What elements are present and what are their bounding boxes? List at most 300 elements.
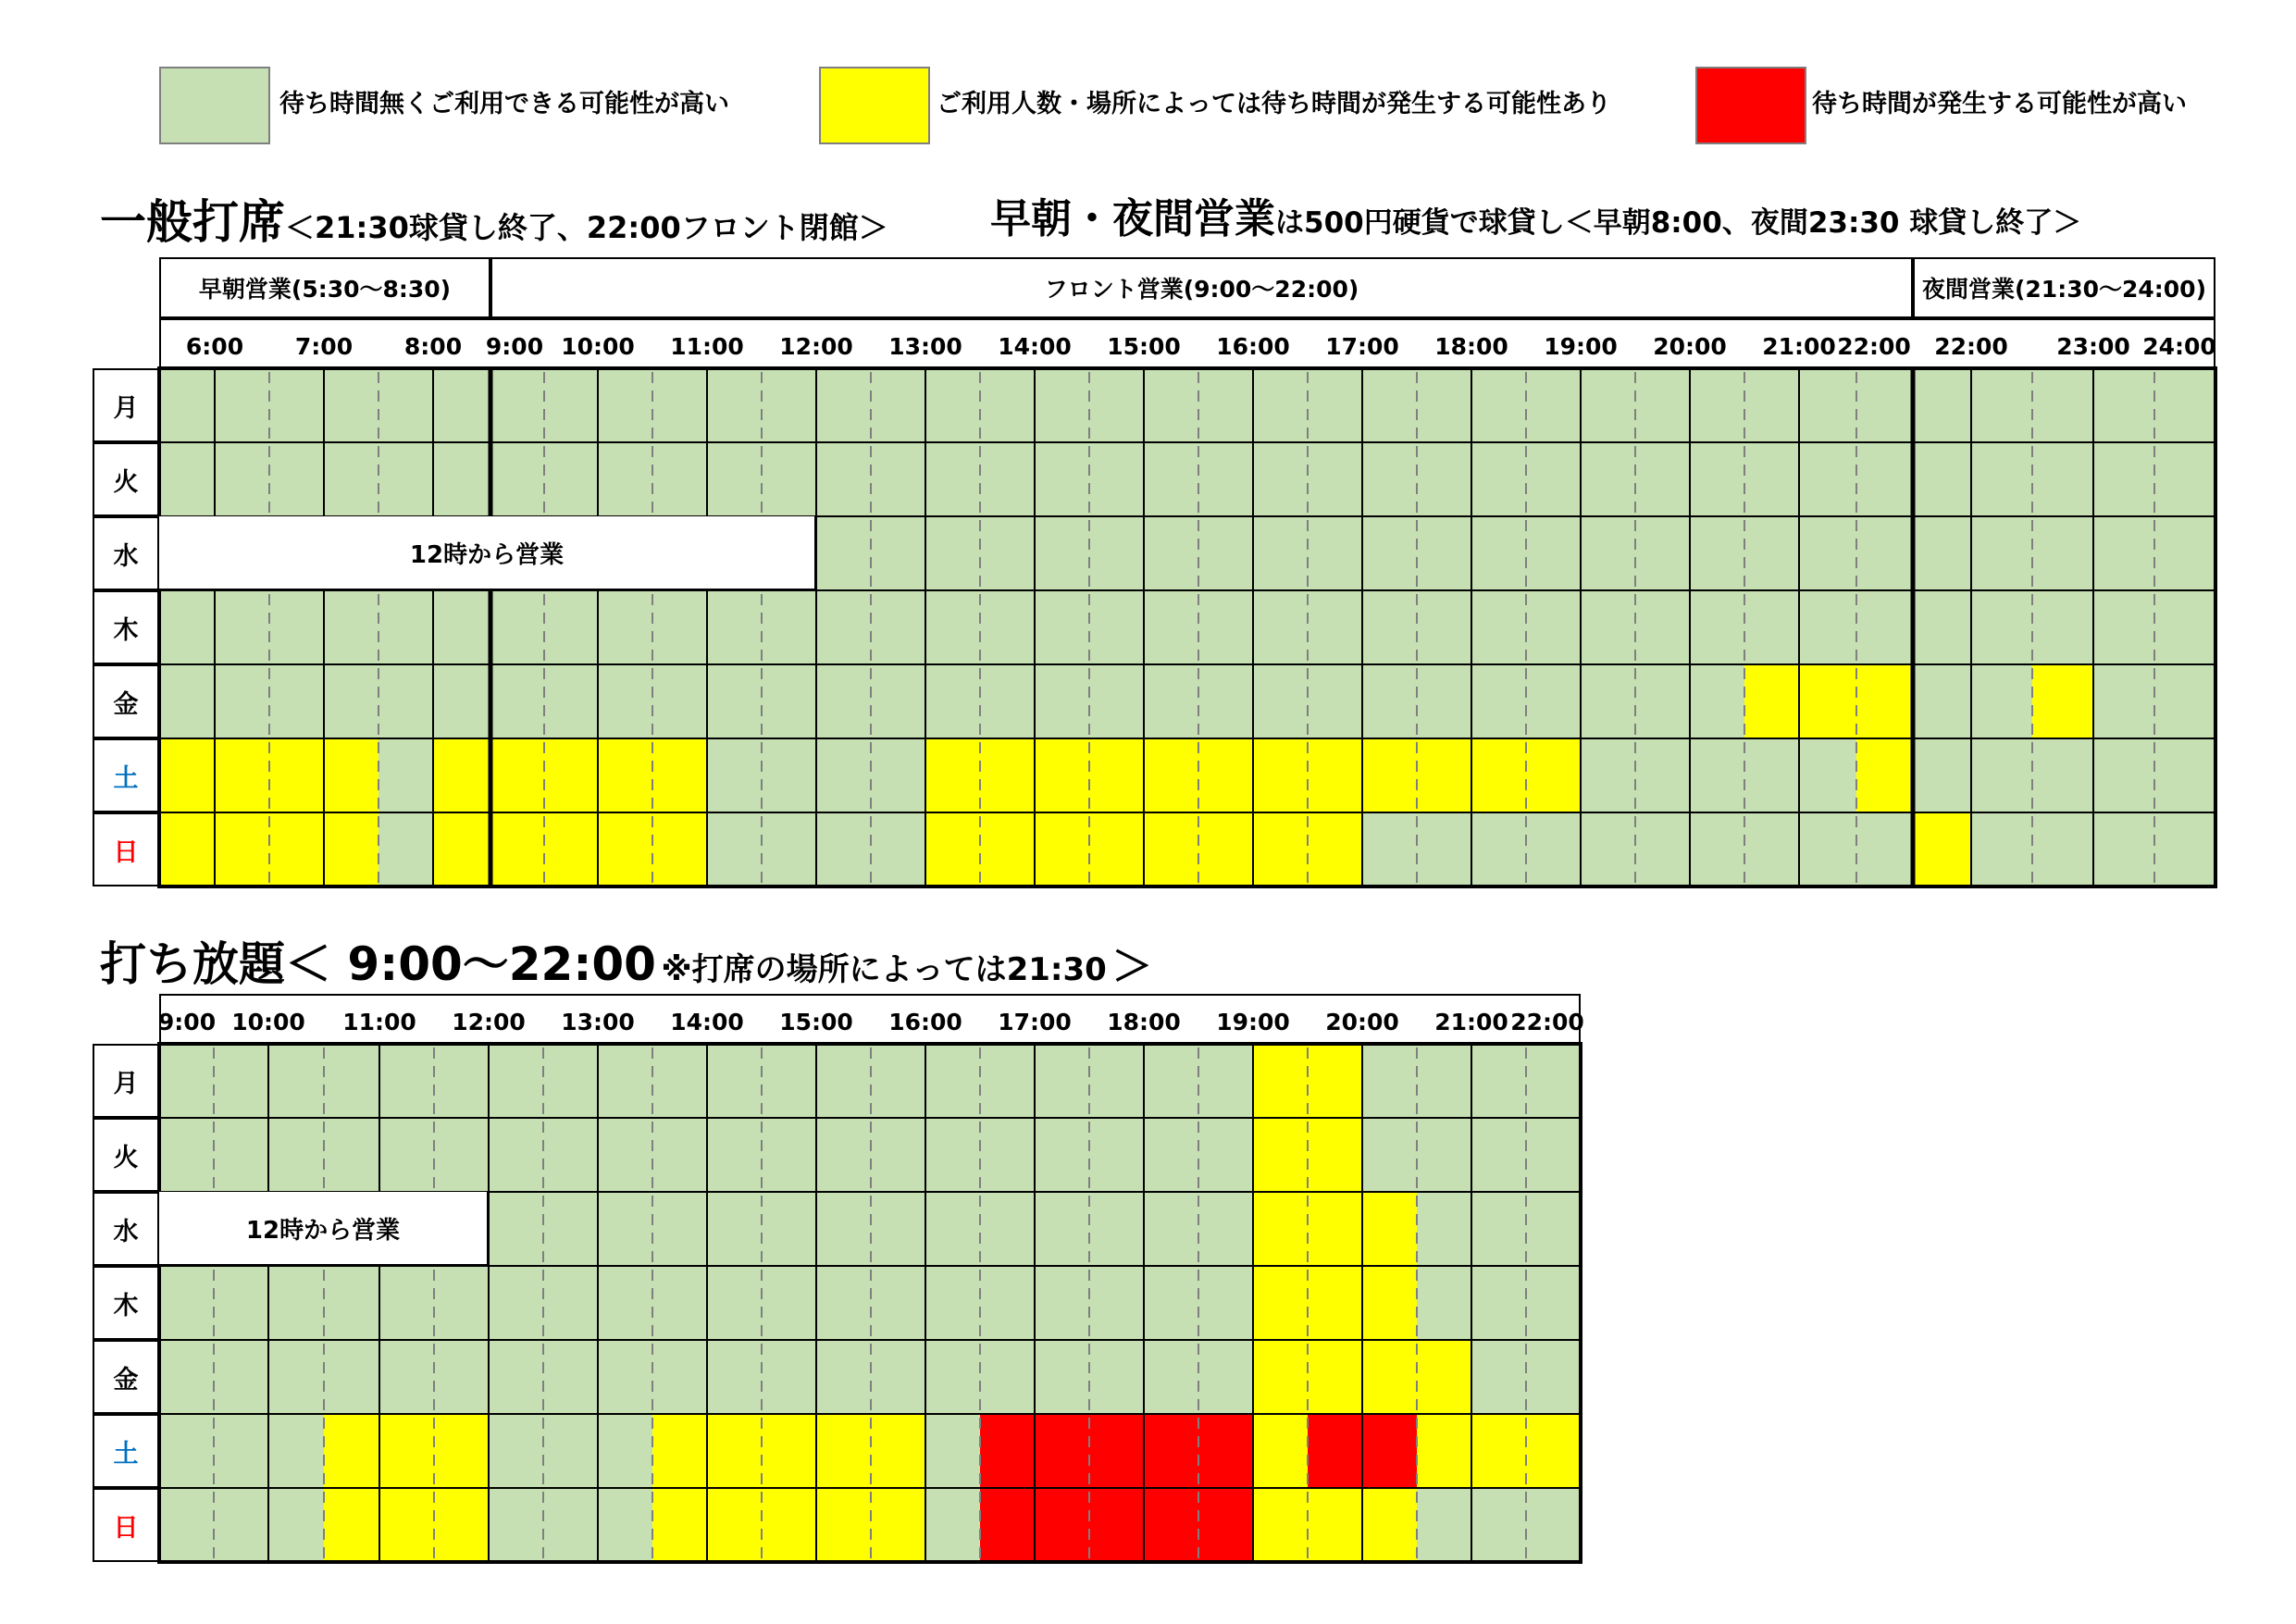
s1-cell-5-30-green bbox=[1799, 738, 1856, 812]
s1-time-label: 20:00 bbox=[1653, 333, 1727, 360]
s2-cell-1-15-green bbox=[980, 1118, 1035, 1192]
s2-cell-2-18-green bbox=[1144, 1192, 1198, 1266]
morning-band bbox=[159, 257, 490, 318]
s2-cell-2-8-green bbox=[598, 1192, 652, 1266]
s2-cell-2-19-green bbox=[1198, 1192, 1253, 1266]
s2-cell-0-8-green bbox=[598, 1044, 652, 1118]
s2-cell-0-2-green bbox=[268, 1044, 324, 1118]
s1-time-label: 12:00 bbox=[779, 333, 853, 360]
s2-time-label: 16:00 bbox=[888, 1009, 962, 1035]
s2-cell-2-25-green bbox=[1526, 1192, 1581, 1266]
s1-cell-1-10-green bbox=[707, 442, 762, 516]
s2-cell-0-0-green bbox=[159, 1044, 214, 1118]
s1-cell-5-35-green bbox=[2093, 738, 2154, 812]
s1-cell-2-35-green bbox=[2093, 516, 2154, 590]
s1-cell-4-18-green bbox=[1144, 664, 1198, 738]
s1-cell-6-16-yellow bbox=[1035, 812, 1089, 886]
s2-day-label-1: 火 bbox=[93, 1118, 159, 1192]
s1-time-label: 8:00 bbox=[403, 333, 463, 360]
s1-cell-3-26-green bbox=[1581, 590, 1635, 664]
s1-time-label: 21:00 bbox=[1762, 333, 1836, 360]
s1-cell-3-13-green bbox=[871, 590, 925, 664]
s2-day-label-6: 日 bbox=[93, 1488, 159, 1562]
s2-cell-5-20-yellow bbox=[1253, 1414, 1308, 1488]
s2-cell-2-23-green bbox=[1417, 1192, 1471, 1266]
s2-time-label: 14:00 bbox=[670, 1009, 744, 1035]
s1-cell-3-27-green bbox=[1635, 590, 1690, 664]
s1-cell-3-1-green bbox=[215, 590, 269, 664]
s2-cell-1-25-green bbox=[1526, 1118, 1581, 1192]
s2-closed-box: 12時から営業 bbox=[159, 1192, 489, 1266]
s1-cell-5-17-yellow bbox=[1089, 738, 1144, 812]
s1-cell-4-34-yellow bbox=[2032, 664, 2093, 738]
s2-cell-6-0-green bbox=[159, 1488, 214, 1562]
s2-cell-1-0-green bbox=[159, 1118, 214, 1192]
s2-cell-1-20-yellow bbox=[1253, 1118, 1308, 1192]
s2-cell-1-23-green bbox=[1417, 1118, 1471, 1192]
s2-cell-5-21-red bbox=[1308, 1414, 1362, 1488]
s1-cell-0-6-green bbox=[490, 368, 544, 442]
s2-cell-1-18-green bbox=[1144, 1118, 1198, 1192]
s1-cell-1-28-green bbox=[1690, 442, 1744, 516]
s2-time-label: 9:00 bbox=[157, 1009, 217, 1035]
s1-day-label-3: 木 bbox=[93, 590, 159, 664]
s1-cell-4-27-green bbox=[1635, 664, 1690, 738]
s1-time-label: 24:00 bbox=[2142, 333, 2216, 360]
s1-cell-3-8-green bbox=[598, 590, 652, 664]
s1-cell-0-3-green bbox=[324, 368, 379, 442]
s2-cell-6-20-yellow bbox=[1253, 1488, 1308, 1562]
s1-cell-2-20-green bbox=[1253, 516, 1308, 590]
s2-cell-1-11-green bbox=[762, 1118, 816, 1192]
s1-day-label-2: 水 bbox=[93, 516, 159, 590]
s2-cell-4-4-green bbox=[379, 1340, 434, 1414]
s1-cell-3-0-green bbox=[159, 590, 215, 664]
s1-cell-0-15-green bbox=[980, 368, 1035, 442]
s1-cell-6-31-green bbox=[1856, 812, 1913, 886]
s2-cell-6-7-green bbox=[543, 1488, 598, 1562]
s1-cell-1-19-green bbox=[1198, 442, 1253, 516]
s1-cell-5-27-green bbox=[1635, 738, 1690, 812]
s2-cell-4-1-green bbox=[214, 1340, 268, 1414]
s1-cell-0-24-green bbox=[1471, 368, 1526, 442]
s1-time-label: 17:00 bbox=[1325, 333, 1399, 360]
s1-cell-1-21-green bbox=[1308, 442, 1362, 516]
s2-cell-1-13-green bbox=[871, 1118, 925, 1192]
s1-cell-4-0-green bbox=[159, 664, 215, 738]
s1-time-label: 19:00 bbox=[1544, 333, 1618, 360]
s2-cell-3-17-green bbox=[1089, 1266, 1144, 1340]
s1-cell-1-12-green bbox=[816, 442, 871, 516]
s1-cell-3-7-green bbox=[544, 590, 598, 664]
s1-cell-4-29-yellow bbox=[1744, 664, 1799, 738]
s2-cell-1-3-green bbox=[324, 1118, 379, 1192]
s1-cell-3-14-green bbox=[925, 590, 980, 664]
section2-title-close: ＞ bbox=[1111, 943, 1153, 990]
s2-cell-3-0-green bbox=[159, 1266, 214, 1340]
s2-cell-6-23-green bbox=[1417, 1488, 1471, 1562]
s2-cell-2-24-green bbox=[1471, 1192, 1526, 1266]
s1-cell-0-18-green bbox=[1144, 368, 1198, 442]
s2-cell-6-13-yellow bbox=[871, 1488, 925, 1562]
s1-cell-3-23-green bbox=[1417, 590, 1471, 664]
s2-cell-2-12-green bbox=[816, 1192, 871, 1266]
s2-cell-5-14-green bbox=[925, 1414, 980, 1488]
s1-cell-1-25-green bbox=[1526, 442, 1581, 516]
s2-cell-5-11-yellow bbox=[762, 1414, 816, 1488]
s1-cell-0-27-green bbox=[1635, 368, 1690, 442]
s1-cell-2-14-green bbox=[925, 516, 980, 590]
s1-cell-1-20-green bbox=[1253, 442, 1308, 516]
s2-cell-3-21-yellow bbox=[1308, 1266, 1362, 1340]
s2-cell-4-17-green bbox=[1089, 1340, 1144, 1414]
s2-cell-3-5-green bbox=[434, 1266, 489, 1340]
s1-cell-4-13-green bbox=[871, 664, 925, 738]
s1-cell-5-14-yellow bbox=[925, 738, 980, 812]
s1-cell-4-3-green bbox=[324, 664, 379, 738]
s1-cell-6-14-yellow bbox=[925, 812, 980, 886]
s1-cell-1-7-green bbox=[544, 442, 598, 516]
s1-time-label: 13:00 bbox=[888, 333, 962, 360]
s1-cell-2-33-green bbox=[1971, 516, 2032, 590]
s1-day-label-4: 金 bbox=[93, 664, 159, 738]
s1-cell-0-2-green bbox=[269, 368, 324, 442]
s2-cell-5-3-yellow bbox=[324, 1414, 379, 1488]
s2-cell-6-9-yellow bbox=[652, 1488, 707, 1562]
s1-cell-4-25-green bbox=[1526, 664, 1581, 738]
s2-day-label-4: 金 bbox=[93, 1340, 159, 1414]
s2-cell-2-17-green bbox=[1089, 1192, 1144, 1266]
s1-cell-5-31-yellow bbox=[1856, 738, 1913, 812]
s1-cell-5-3-yellow bbox=[324, 738, 379, 812]
s2-day-label-5: 土 bbox=[93, 1414, 159, 1488]
s1-time-label: 14:00 bbox=[998, 333, 1072, 360]
s1-cell-3-4-green bbox=[379, 590, 433, 664]
s1-cell-6-2-yellow bbox=[269, 812, 324, 886]
s2-cell-3-19-green bbox=[1198, 1266, 1253, 1340]
s2-cell-2-21-yellow bbox=[1308, 1192, 1362, 1266]
s1-cell-6-11-green bbox=[762, 812, 816, 886]
s1-cell-1-8-green bbox=[598, 442, 652, 516]
s1-cell-6-25-green bbox=[1526, 812, 1581, 886]
s2-grid-svg bbox=[159, 1044, 1581, 1562]
s2-cell-0-10-green bbox=[707, 1044, 762, 1118]
s2-cell-2-13-green bbox=[871, 1192, 925, 1266]
s2-time-label: 20:00 bbox=[1325, 1009, 1399, 1035]
s2-cell-2-14-green bbox=[925, 1192, 980, 1266]
s1-cell-0-36-green bbox=[2154, 368, 2215, 442]
s2-cell-1-8-green bbox=[598, 1118, 652, 1192]
s1-cell-5-22-yellow bbox=[1362, 738, 1417, 812]
s1-cell-6-23-green bbox=[1417, 812, 1471, 886]
s2-cell-3-9-green bbox=[652, 1266, 707, 1340]
s2-cell-5-9-yellow bbox=[652, 1414, 707, 1488]
legend-label-green: 待ち時間無くご利用できる可能性が高い bbox=[279, 90, 729, 118]
s1-cell-6-22-green bbox=[1362, 812, 1417, 886]
s1-cell-3-28-green bbox=[1690, 590, 1744, 664]
s1-cell-5-34-green bbox=[2032, 738, 2093, 812]
s1-cell-3-19-green bbox=[1198, 590, 1253, 664]
section2-title-row bbox=[100, 927, 1153, 991]
s1-cell-3-9-green bbox=[652, 590, 707, 664]
s2-cell-4-25-green bbox=[1526, 1340, 1581, 1414]
section1-title-note: ＜21:30球貸し終了、22:00フロント閉館＞ bbox=[285, 210, 888, 245]
s1-cell-5-18-yellow bbox=[1144, 738, 1198, 812]
s2-cell-0-9-green bbox=[652, 1044, 707, 1118]
s2-cell-0-15-green bbox=[980, 1044, 1035, 1118]
s1-cell-2-22-green bbox=[1362, 516, 1417, 590]
s2-cell-0-13-green bbox=[871, 1044, 925, 1118]
s2-cell-6-24-green bbox=[1471, 1488, 1526, 1562]
s1-cell-0-12-green bbox=[816, 368, 871, 442]
s1-cell-1-9-green bbox=[652, 442, 707, 516]
s2-cell-3-23-green bbox=[1417, 1266, 1471, 1340]
s1-cell-3-35-green bbox=[2093, 590, 2154, 664]
s1-cell-3-15-green bbox=[980, 590, 1035, 664]
s1-cell-1-5-green bbox=[433, 442, 490, 516]
s1-cell-2-23-green bbox=[1417, 516, 1471, 590]
s2-cell-1-17-green bbox=[1089, 1118, 1144, 1192]
s2-cell-1-2-green bbox=[268, 1118, 324, 1192]
s2-cell-4-22-yellow bbox=[1362, 1340, 1417, 1414]
s1-time-label: 22:00 bbox=[1934, 333, 2008, 360]
s1-cell-3-21-green bbox=[1308, 590, 1362, 664]
s1-cell-0-29-green bbox=[1744, 368, 1799, 442]
s2-cell-1-5-green bbox=[434, 1118, 489, 1192]
s1-cell-0-35-green bbox=[2093, 368, 2154, 442]
s1-cell-1-27-green bbox=[1635, 442, 1690, 516]
s2-cell-6-22-yellow bbox=[1362, 1488, 1417, 1562]
s1-cell-4-31-yellow bbox=[1856, 664, 1913, 738]
s2-cell-6-2-green bbox=[268, 1488, 324, 1562]
s2-cell-5-22-red bbox=[1362, 1414, 1417, 1488]
s2-cell-1-21-yellow bbox=[1308, 1118, 1362, 1192]
s1-cell-4-33-green bbox=[1971, 664, 2032, 738]
s2-cell-0-11-green bbox=[762, 1044, 816, 1118]
s1-cell-2-13-green bbox=[871, 516, 925, 590]
s1-cell-6-17-yellow bbox=[1089, 812, 1144, 886]
s2-cell-4-18-green bbox=[1144, 1340, 1198, 1414]
s2-cell-5-2-green bbox=[268, 1414, 324, 1488]
s1-cell-4-2-green bbox=[269, 664, 324, 738]
s2-cell-6-18-red bbox=[1144, 1488, 1198, 1562]
s1-cell-1-15-green bbox=[980, 442, 1035, 516]
s1-cell-5-21-yellow bbox=[1308, 738, 1362, 812]
s1-cell-6-6-yellow bbox=[490, 812, 544, 886]
s1-cell-4-24-green bbox=[1471, 664, 1526, 738]
s2-cell-6-16-red bbox=[1035, 1488, 1089, 1562]
s1-cell-1-30-green bbox=[1799, 442, 1856, 516]
s1-cell-4-30-yellow bbox=[1799, 664, 1856, 738]
s2-cell-3-4-green bbox=[379, 1266, 434, 1340]
s1-cell-3-3-green bbox=[324, 590, 379, 664]
section1-grid bbox=[159, 368, 2215, 886]
section2-title-note: ※打席の場所によっては21:30 bbox=[661, 951, 1107, 988]
s1-cell-0-21-green bbox=[1308, 368, 1362, 442]
s1-cell-0-19-green bbox=[1198, 368, 1253, 442]
s2-time-label: 10:00 bbox=[231, 1009, 305, 1035]
s1-cell-3-12-green bbox=[816, 590, 871, 664]
s1-cell-1-16-green bbox=[1035, 442, 1089, 516]
s1-cell-5-13-green bbox=[871, 738, 925, 812]
s1-cell-6-12-green bbox=[816, 812, 871, 886]
s2-cell-5-25-yellow bbox=[1526, 1414, 1581, 1488]
s2-cell-1-12-green bbox=[816, 1118, 871, 1192]
s1-cell-5-15-yellow bbox=[980, 738, 1035, 812]
s2-cell-3-7-green bbox=[543, 1266, 598, 1340]
s1-cell-1-6-green bbox=[490, 442, 544, 516]
s1-cell-1-33-green bbox=[1971, 442, 2032, 516]
s1-cell-5-1-yellow bbox=[215, 738, 269, 812]
s1-cell-1-34-green bbox=[2032, 442, 2093, 516]
s2-cell-4-8-green bbox=[598, 1340, 652, 1414]
s1-cell-2-30-green bbox=[1799, 516, 1856, 590]
s2-cell-6-15-red bbox=[980, 1488, 1035, 1562]
s1-cell-4-15-green bbox=[980, 664, 1035, 738]
s1-cell-0-0-green bbox=[159, 368, 215, 442]
s1-cell-1-23-green bbox=[1417, 442, 1471, 516]
s1-cell-0-1-green bbox=[215, 368, 269, 442]
s1-cell-6-1-yellow bbox=[215, 812, 269, 886]
section1-subtitle-row bbox=[990, 185, 2081, 244]
s1-cell-2-19-green bbox=[1198, 516, 1253, 590]
s2-cell-3-6-green bbox=[489, 1266, 543, 1340]
s1-cell-5-10-green bbox=[707, 738, 762, 812]
s1-cell-6-24-green bbox=[1471, 812, 1526, 886]
s2-time-label: 11:00 bbox=[342, 1009, 416, 1035]
s1-cell-4-17-green bbox=[1089, 664, 1144, 738]
s2-cell-6-6-green bbox=[489, 1488, 543, 1562]
s1-cell-2-28-green bbox=[1690, 516, 1744, 590]
s1-time-label: 9:00 bbox=[485, 333, 544, 360]
s2-cell-1-22-green bbox=[1362, 1118, 1417, 1192]
s1-cell-2-12-green bbox=[816, 516, 871, 590]
s2-cell-3-8-green bbox=[598, 1266, 652, 1340]
s2-cell-3-15-green bbox=[980, 1266, 1035, 1340]
s1-cell-2-16-green bbox=[1035, 516, 1089, 590]
s1-cell-3-17-green bbox=[1089, 590, 1144, 664]
s1-cell-5-4-green bbox=[379, 738, 433, 812]
s2-cell-0-22-green bbox=[1362, 1044, 1417, 1118]
s1-cell-2-34-green bbox=[2032, 516, 2093, 590]
s1-cell-2-36-green bbox=[2154, 516, 2215, 590]
s2-cell-6-19-red bbox=[1198, 1488, 1253, 1562]
s1-time-label: 22:00 bbox=[1837, 333, 1911, 360]
s2-cell-6-3-yellow bbox=[324, 1488, 379, 1562]
s2-cell-3-10-green bbox=[707, 1266, 762, 1340]
s2-time-label: 13:00 bbox=[561, 1009, 635, 1035]
s2-cell-0-14-green bbox=[925, 1044, 980, 1118]
s2-cell-4-7-green bbox=[543, 1340, 598, 1414]
s1-cell-2-18-green bbox=[1144, 516, 1198, 590]
s1-cell-5-29-green bbox=[1744, 738, 1799, 812]
s2-cell-3-25-green bbox=[1526, 1266, 1581, 1340]
s1-cell-3-36-green bbox=[2154, 590, 2215, 664]
s1-cell-0-17-green bbox=[1089, 368, 1144, 442]
s1-cell-2-21-green bbox=[1308, 516, 1362, 590]
s1-cell-0-5-green bbox=[433, 368, 490, 442]
s1-cell-4-12-green bbox=[816, 664, 871, 738]
s2-cell-4-24-green bbox=[1471, 1340, 1526, 1414]
s1-day-label-0: 月 bbox=[93, 368, 159, 442]
s1-cell-5-25-yellow bbox=[1526, 738, 1581, 812]
s1-cell-4-26-green bbox=[1581, 664, 1635, 738]
s2-cell-1-6-green bbox=[489, 1118, 543, 1192]
s1-cell-6-26-green bbox=[1581, 812, 1635, 886]
s2-cell-5-10-yellow bbox=[707, 1414, 762, 1488]
s1-cell-5-16-yellow bbox=[1035, 738, 1089, 812]
s1-cell-1-17-green bbox=[1089, 442, 1144, 516]
s1-cell-4-23-green bbox=[1417, 664, 1471, 738]
s2-time-label: 12:00 bbox=[452, 1009, 526, 1035]
s2-cell-1-7-green bbox=[543, 1118, 598, 1192]
s2-cell-1-16-green bbox=[1035, 1118, 1089, 1192]
s2-cell-4-5-green bbox=[434, 1340, 489, 1414]
section2-title: 打ち放題 bbox=[100, 937, 285, 991]
s1-grid-svg bbox=[159, 368, 2215, 886]
section1-title-row bbox=[100, 185, 888, 249]
s1-cell-0-26-green bbox=[1581, 368, 1635, 442]
s1-cell-6-20-yellow bbox=[1253, 812, 1308, 886]
s1-cell-0-34-green bbox=[2032, 368, 2093, 442]
s1-cell-1-18-green bbox=[1144, 442, 1198, 516]
s2-cell-1-1-green bbox=[214, 1118, 268, 1192]
s1-cell-5-23-yellow bbox=[1417, 738, 1471, 812]
s2-cell-5-23-yellow bbox=[1417, 1414, 1471, 1488]
s1-time-label: 7:00 bbox=[294, 333, 354, 360]
s2-cell-6-11-yellow bbox=[762, 1488, 816, 1562]
s2-cell-2-22-yellow bbox=[1362, 1192, 1417, 1266]
s1-cell-5-5-yellow bbox=[433, 738, 490, 812]
s1-cell-3-24-green bbox=[1471, 590, 1526, 664]
s1-cell-6-34-green bbox=[2032, 812, 2093, 886]
s1-cell-6-8-yellow bbox=[598, 812, 652, 886]
legend-swatch-yellow bbox=[819, 67, 930, 144]
section1-subtitle-bold: 早朝・夜間営業 bbox=[990, 195, 1275, 242]
s1-cell-3-31-green bbox=[1856, 590, 1913, 664]
s1-cell-6-35-green bbox=[2093, 812, 2154, 886]
s1-cell-5-28-green bbox=[1690, 738, 1744, 812]
legend-label-yellow: ご利用人数・場所によっては待ち時間が発生する可能性あり bbox=[937, 90, 1611, 118]
s2-cell-5-15-red bbox=[980, 1414, 1035, 1488]
s2-cell-5-24-yellow bbox=[1471, 1414, 1526, 1488]
s2-cell-5-1-green bbox=[214, 1414, 268, 1488]
s1-cell-5-24-yellow bbox=[1471, 738, 1526, 812]
s1-cell-3-5-green bbox=[433, 590, 490, 664]
s1-cell-3-10-green bbox=[707, 590, 762, 664]
s2-cell-0-6-green bbox=[489, 1044, 543, 1118]
s2-cell-6-8-green bbox=[598, 1488, 652, 1562]
s1-cell-6-3-yellow bbox=[324, 812, 379, 886]
s2-cell-0-23-green bbox=[1417, 1044, 1471, 1118]
s1-cell-5-19-yellow bbox=[1198, 738, 1253, 812]
section1-title: 一般打席 bbox=[100, 195, 285, 249]
s2-time-label: 21:00 bbox=[1434, 1009, 1508, 1035]
s2-cell-3-18-green bbox=[1144, 1266, 1198, 1340]
s2-day-label-0: 月 bbox=[93, 1044, 159, 1118]
s1-time-label: 18:00 bbox=[1434, 333, 1508, 360]
s2-cell-2-9-green bbox=[652, 1192, 707, 1266]
s1-cell-3-30-green bbox=[1799, 590, 1856, 664]
s1-cell-2-29-green bbox=[1744, 516, 1799, 590]
s1-cell-6-13-green bbox=[871, 812, 925, 886]
s1-cell-1-0-green bbox=[159, 442, 215, 516]
s1-cell-0-10-green bbox=[707, 368, 762, 442]
s1-cell-2-15-green bbox=[980, 516, 1035, 590]
s2-cell-3-11-green bbox=[762, 1266, 816, 1340]
s1-cell-4-7-green bbox=[544, 664, 598, 738]
s1-cell-1-36-green bbox=[2154, 442, 2215, 516]
